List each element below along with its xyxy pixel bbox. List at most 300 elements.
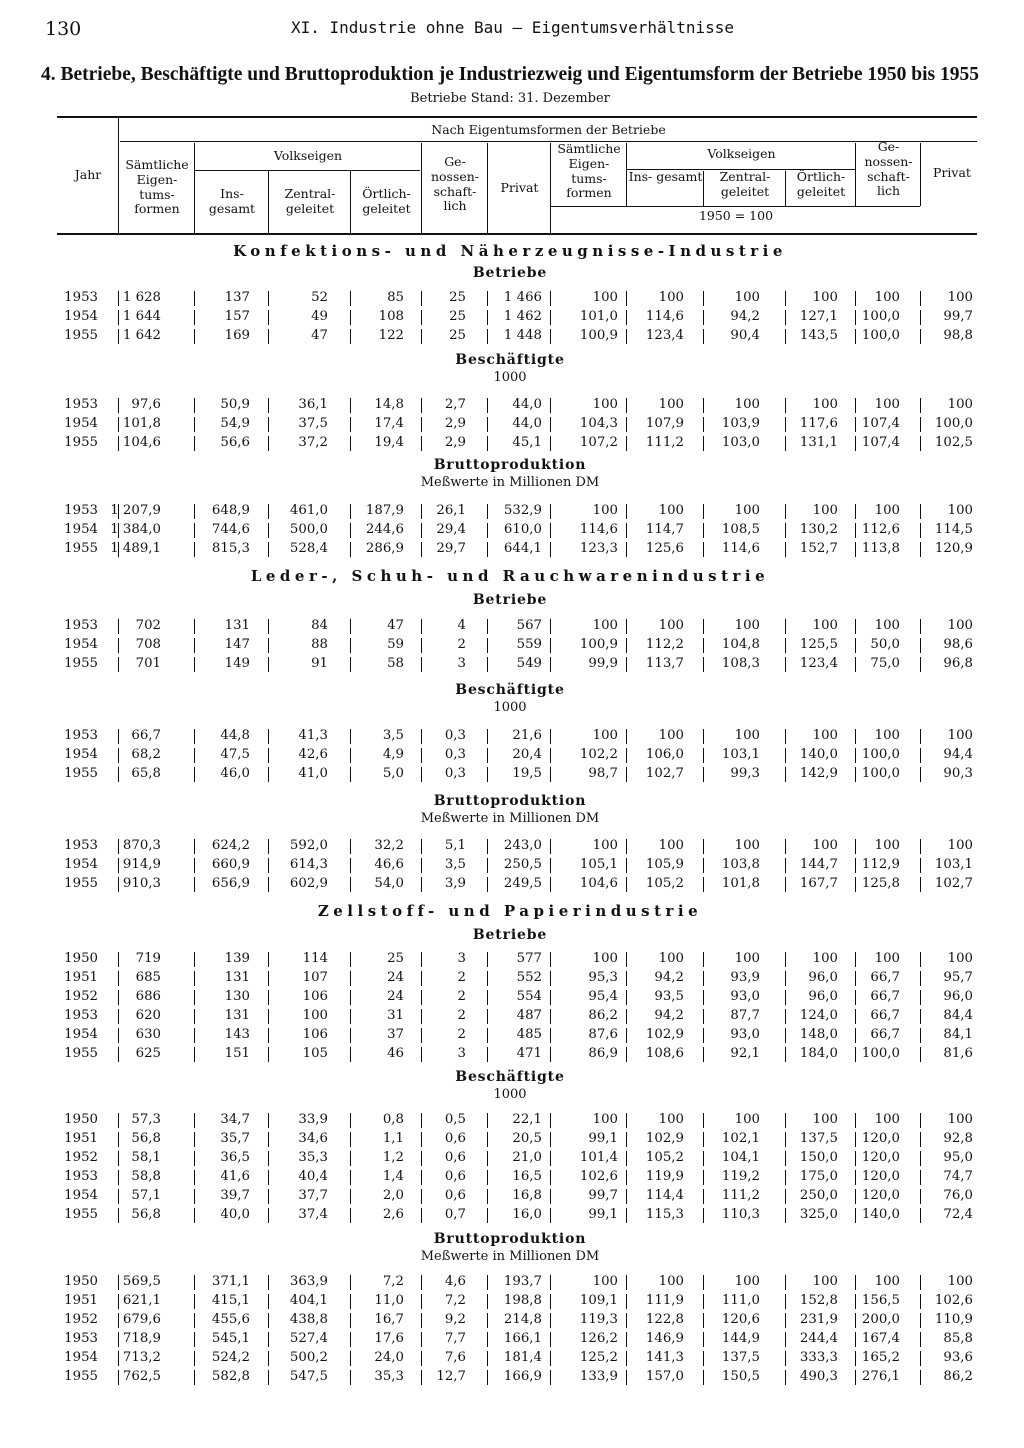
- value-cell: 198,8: [503, 1293, 542, 1308]
- value-cell: 167,4: [861, 1331, 900, 1346]
- value-cell: 137,5: [799, 1131, 838, 1146]
- value-cell: 624,2: [211, 838, 250, 853]
- value-cell: 16,5: [512, 1169, 542, 1184]
- value-cell: 84,1: [943, 1027, 973, 1042]
- value-cell: 114,5: [934, 522, 973, 537]
- value-cell: 112,9: [861, 857, 900, 872]
- value-cell: 3: [457, 1046, 466, 1061]
- table-row: [0, 876, 1024, 894]
- col-zentral: Zentral- geleitet: [284, 186, 336, 216]
- value-cell: 140,0: [799, 747, 838, 762]
- value-cell: 102,7: [934, 876, 973, 891]
- value-cell: 701: [135, 656, 161, 671]
- value-cell: 100: [947, 1274, 973, 1289]
- value-cell: 167,7: [799, 876, 838, 891]
- value-cell: 2: [457, 970, 466, 985]
- value-cell: 100: [874, 290, 900, 305]
- year-cell: 1952: [64, 1150, 98, 1165]
- table-row: [0, 503, 1024, 521]
- page-header: [45, 18, 980, 42]
- value-cell: 100: [658, 838, 684, 853]
- table-row: [0, 656, 1024, 674]
- value-cell: 76,0: [943, 1188, 973, 1203]
- value-cell: 31: [387, 1008, 404, 1023]
- value-cell: 66,7: [870, 1008, 900, 1023]
- value-cell: 120,9: [934, 541, 973, 556]
- value-cell: 119,9: [645, 1169, 684, 1184]
- value-cell: 35,7: [220, 1131, 250, 1146]
- year-cell: 1954: [64, 637, 98, 652]
- value-cell: 679,6: [122, 1312, 161, 1327]
- value-cell: 7,6: [444, 1350, 466, 1365]
- value-cell: 123,3: [579, 541, 618, 556]
- value-cell: 94,4: [943, 747, 973, 762]
- value-cell: 5,0: [382, 766, 404, 781]
- year-cell: 1953: [64, 1331, 98, 1346]
- year-cell: 1955: [64, 1207, 98, 1222]
- value-cell: 100: [734, 397, 760, 412]
- value-cell: 100: [812, 838, 838, 853]
- value-cell: 66,7: [870, 1027, 900, 1042]
- value-cell: 3: [457, 656, 466, 671]
- value-cell: 97,6: [131, 397, 161, 412]
- value-cell: 105,9: [645, 857, 684, 872]
- col-oertlich: Örtlich- geleitet: [362, 186, 411, 216]
- value-cell: 7,2: [444, 1293, 466, 1308]
- year-cell: 1954: [64, 747, 98, 762]
- value-cell: 744,6: [211, 522, 250, 537]
- value-cell: 95,7: [943, 970, 973, 985]
- year-cell: 1955: [64, 1369, 98, 1384]
- value-cell: 100: [874, 1274, 900, 1289]
- value-cell: 3: [457, 951, 466, 966]
- value-cell: 157: [224, 309, 250, 324]
- year-cell: 1953: [64, 1169, 98, 1184]
- value-cell: 37,5: [298, 416, 328, 431]
- value-cell: 148,0: [799, 1027, 838, 1042]
- value-cell: 718,9: [122, 1331, 161, 1346]
- value-cell: 66,7: [870, 970, 900, 985]
- value-cell: 625: [135, 1046, 161, 1061]
- value-cell: 1 642: [122, 328, 161, 343]
- value-cell: 500,0: [289, 522, 328, 537]
- col-jahr: Jahr: [74, 167, 102, 182]
- value-cell: 719: [135, 951, 161, 966]
- value-cell: 45,1: [512, 435, 542, 450]
- value-cell: 131: [224, 618, 250, 633]
- value-cell: 37,7: [298, 1188, 328, 1203]
- col-insgesamt: Ins- gesamt: [208, 186, 256, 216]
- block-label: Betriebe: [472, 265, 548, 281]
- year-cell: 1953: [64, 397, 98, 412]
- year-cell: 1953: [64, 728, 98, 743]
- value-cell: 90,3: [943, 766, 973, 781]
- value-cell: 92,8: [943, 1131, 973, 1146]
- value-cell: 100: [947, 728, 973, 743]
- value-cell: 592,0: [289, 838, 328, 853]
- value-cell: 100: [734, 503, 760, 518]
- value-cell: 103,9: [721, 416, 760, 431]
- value-cell: 214,8: [503, 1312, 542, 1327]
- value-cell: 87,6: [588, 1027, 618, 1042]
- value-cell: 87,7: [730, 1008, 760, 1023]
- value-cell: 41,0: [298, 766, 328, 781]
- value-cell: 100: [658, 1274, 684, 1289]
- value-cell: 602,9: [289, 876, 328, 891]
- value-cell: 181,4: [503, 1350, 542, 1365]
- value-cell: 58,1: [131, 1150, 161, 1165]
- value-cell: 104,3: [579, 416, 618, 431]
- value-cell: 12,7: [436, 1369, 466, 1384]
- table-row: [0, 309, 1024, 327]
- value-cell: 29,4: [436, 522, 466, 537]
- value-cell: 46,6: [374, 857, 404, 872]
- value-cell: 21,0: [512, 1150, 542, 1165]
- table-row: [0, 522, 1024, 540]
- table-row: [0, 541, 1024, 559]
- value-cell: 554: [516, 989, 542, 1004]
- value-cell: 114,6: [721, 541, 760, 556]
- value-cell: 94,2: [654, 1008, 684, 1023]
- vrule-jahr: [118, 118, 119, 233]
- value-cell: 870,3: [122, 838, 161, 853]
- value-cell: 100,0: [934, 416, 973, 431]
- value-cell: 68,2: [131, 747, 161, 762]
- value-cell: 105: [302, 1046, 328, 1061]
- value-cell: 139: [224, 951, 250, 966]
- value-cell: 0,6: [444, 1131, 466, 1146]
- value-cell: 102,1: [721, 1131, 760, 1146]
- value-cell: 99,9: [588, 656, 618, 671]
- table-row: [0, 1027, 1024, 1045]
- col-saemtliche-index: Sämtliche Eigen- tums- formen: [557, 141, 621, 201]
- value-cell: 144,7: [799, 857, 838, 872]
- value-cell: 46,0: [220, 766, 250, 781]
- value-cell: 106,0: [645, 747, 684, 762]
- value-cell: 1 448: [503, 328, 542, 343]
- value-cell: 150,5: [721, 1369, 760, 1384]
- value-cell: 47: [387, 618, 404, 633]
- value-cell: 95,0: [943, 1150, 973, 1165]
- value-cell: 1,2: [382, 1150, 404, 1165]
- value-cell: 85: [387, 290, 404, 305]
- value-cell: 56,8: [131, 1131, 161, 1146]
- value-cell: 100: [592, 838, 618, 853]
- col-oertlich-index: Örtlich- geleitet: [796, 169, 846, 199]
- vrule: [487, 143, 488, 233]
- value-cell: 86,2: [943, 1369, 973, 1384]
- value-cell: 762,5: [122, 1369, 161, 1384]
- value-cell: 614,3: [289, 857, 328, 872]
- value-cell: 100: [812, 1274, 838, 1289]
- vrule: [550, 143, 551, 233]
- value-cell: 47,5: [220, 747, 250, 762]
- value-cell: 100: [734, 1112, 760, 1127]
- value-cell: 93,6: [943, 1350, 973, 1365]
- value-cell: 93,0: [730, 989, 760, 1004]
- value-cell: 2,6: [382, 1207, 404, 1222]
- value-cell: 86,9: [588, 1046, 618, 1061]
- value-cell: 815,3: [211, 541, 250, 556]
- value-cell: 107,2: [579, 435, 618, 450]
- value-cell: 187,9: [365, 503, 404, 518]
- value-cell: 130: [224, 989, 250, 1004]
- value-cell: 100: [658, 503, 684, 518]
- value-cell: 16,7: [374, 1312, 404, 1327]
- year-cell: 1952: [64, 1312, 98, 1327]
- value-cell: 111,9: [645, 1293, 684, 1308]
- col-group-eigentumsformen: Nach Eigentumsformen der Betriebe: [431, 122, 666, 137]
- value-cell: 105,2: [645, 1150, 684, 1165]
- vrule: [350, 171, 351, 233]
- value-cell: 29,7: [436, 541, 466, 556]
- value-cell: 108,6: [645, 1046, 684, 1061]
- value-cell: 86,2: [588, 1008, 618, 1023]
- table-row: [0, 1274, 1024, 1292]
- value-cell: 143: [224, 1027, 250, 1042]
- value-cell: 125,8: [861, 876, 900, 891]
- value-cell: 16,0: [512, 1207, 542, 1222]
- value-cell: 656,9: [211, 876, 250, 891]
- value-cell: 125,6: [645, 541, 684, 556]
- value-cell: 276,1: [861, 1369, 900, 1384]
- value-cell: 244,4: [799, 1331, 838, 1346]
- value-cell: 122,8: [645, 1312, 684, 1327]
- value-cell: 114,4: [645, 1188, 684, 1203]
- value-cell: 131: [224, 1008, 250, 1023]
- value-cell: 22,1: [512, 1112, 542, 1127]
- value-cell: 100: [734, 1274, 760, 1289]
- value-cell: 93,5: [654, 989, 684, 1004]
- value-cell: 0,8: [382, 1112, 404, 1127]
- value-cell: 113,8: [861, 541, 900, 556]
- value-cell: 123,4: [799, 656, 838, 671]
- value-cell: 25: [449, 309, 466, 324]
- value-cell: 708: [135, 637, 161, 652]
- value-cell: 1 462: [503, 309, 542, 324]
- value-cell: 52: [311, 290, 328, 305]
- value-cell: 685: [135, 970, 161, 985]
- value-cell: 100: [812, 503, 838, 518]
- value-cell: 249,5: [503, 876, 542, 891]
- value-cell: 58,8: [131, 1169, 161, 1184]
- table-row: [0, 1293, 1024, 1311]
- table-row: [0, 1331, 1024, 1349]
- value-cell: 127,1: [799, 309, 838, 324]
- value-cell: 19,4: [374, 435, 404, 450]
- value-cell: 91: [311, 656, 328, 671]
- value-cell: 102,6: [579, 1169, 618, 1184]
- value-cell: 105,1: [579, 857, 618, 872]
- value-cell: 106: [302, 1027, 328, 1042]
- table-row: [0, 1369, 1024, 1387]
- value-cell: 120,0: [861, 1169, 900, 1184]
- value-cell: 96,0: [943, 989, 973, 1004]
- value-cell: 144,9: [721, 1331, 760, 1346]
- value-cell: 74,7: [943, 1169, 973, 1184]
- value-cell: 39,7: [220, 1188, 250, 1203]
- value-cell: 169: [224, 328, 250, 343]
- value-cell: 131: [224, 970, 250, 985]
- year-cell: 1950: [64, 1112, 98, 1127]
- vrule: [920, 143, 921, 206]
- value-cell: 56,8: [131, 1207, 161, 1222]
- value-cell: 24: [387, 970, 404, 985]
- value-cell: 333,3: [799, 1350, 838, 1365]
- value-cell: 54,9: [220, 416, 250, 431]
- year-cell: 1951: [64, 1131, 98, 1146]
- value-cell: 19,5: [512, 766, 542, 781]
- value-cell: 36,5: [220, 1150, 250, 1165]
- value-cell: 95,4: [588, 989, 618, 1004]
- year-cell: 1954: [64, 1188, 98, 1203]
- value-cell: 151: [224, 1046, 250, 1061]
- value-cell: 99,3: [730, 766, 760, 781]
- index-base-label: 1950 = 100: [698, 208, 774, 223]
- year-cell: 1955: [64, 766, 98, 781]
- value-cell: 100: [874, 951, 900, 966]
- value-cell: 104,6: [122, 435, 161, 450]
- table-row: [0, 1046, 1024, 1064]
- col-saemtliche: Sämtliche Eigen- tums- formen: [125, 157, 189, 217]
- value-cell: 33,9: [298, 1112, 328, 1127]
- value-cell: 32,2: [374, 838, 404, 853]
- value-cell: 131,1: [799, 435, 838, 450]
- value-cell: 36,1: [298, 397, 328, 412]
- block-unit: Meßwerte in Millionen DM: [420, 475, 600, 490]
- value-cell: 100: [302, 1008, 328, 1023]
- value-cell: 94,2: [654, 970, 684, 985]
- value-cell: 34,7: [220, 1112, 250, 1127]
- vrule: [421, 143, 422, 233]
- value-cell: 98,8: [943, 328, 973, 343]
- table-row: [0, 637, 1024, 655]
- value-cell: 98,7: [588, 766, 618, 781]
- block-unit: 1000: [493, 700, 527, 715]
- block-label: Beschäftigte: [455, 352, 565, 368]
- value-cell: 0,5: [444, 1112, 466, 1127]
- value-cell: 1 628: [122, 290, 161, 305]
- value-cell: 0,6: [444, 1169, 466, 1184]
- col-genossenschaftlich: Ge- nossen- schaft- lich: [430, 154, 480, 214]
- value-cell: 20,5: [512, 1131, 542, 1146]
- rule-bottom: [57, 233, 977, 235]
- value-cell: 100: [592, 1274, 618, 1289]
- value-cell: 84,4: [943, 1008, 973, 1023]
- table-row: [0, 1150, 1024, 1168]
- section-title: Zellstoff- und Papierindustrie: [317, 902, 703, 920]
- year-cell: 1955: [64, 1046, 98, 1061]
- value-cell: 113,7: [645, 656, 684, 671]
- block-unit: Meßwerte in Millionen DM: [420, 1249, 600, 1264]
- value-cell: 102,9: [645, 1027, 684, 1042]
- table-row: [0, 328, 1024, 346]
- year-cell: 1950: [64, 1274, 98, 1289]
- value-cell: 111,0: [721, 1293, 760, 1308]
- value-cell: 100: [592, 503, 618, 518]
- value-cell: 0,6: [444, 1188, 466, 1203]
- value-cell: 95,3: [588, 970, 618, 985]
- value-cell: 2,0: [382, 1188, 404, 1203]
- value-cell: 102,9: [645, 1131, 684, 1146]
- table-title: 4. Betriebe, Beschäftigte und Bruttoproduktion je Industriezweig und Eigentumsform der Betriebe 1950 bis 1955: [41, 64, 979, 85]
- value-cell: 100,9: [579, 637, 618, 652]
- value-cell: 100: [947, 503, 973, 518]
- value-cell: 660,9: [211, 857, 250, 872]
- col-genossenschaftlich-index: Ge- nossen- schaft- lich: [864, 139, 913, 199]
- value-cell: 21,6: [512, 728, 542, 743]
- value-cell: 149: [224, 656, 250, 671]
- value-cell: 100: [947, 290, 973, 305]
- value-cell: 100: [592, 290, 618, 305]
- value-cell: 124,0: [799, 1008, 838, 1023]
- value-cell: 100: [734, 728, 760, 743]
- col-volkseigen: Volkseigen: [273, 148, 343, 163]
- table-row: [0, 1312, 1024, 1330]
- value-cell: 152,8: [799, 1293, 838, 1308]
- value-cell: 57,1: [131, 1188, 161, 1203]
- value-cell: 105,2: [645, 876, 684, 891]
- value-cell: 42,6: [298, 747, 328, 762]
- value-cell: 0,7: [444, 1207, 466, 1222]
- value-cell: 500,2: [289, 1350, 328, 1365]
- table-row: [0, 1131, 1024, 1149]
- value-cell: 100: [592, 728, 618, 743]
- year-cell: 1954: [64, 416, 98, 431]
- value-cell: 100,0: [861, 766, 900, 781]
- value-cell: 100: [592, 397, 618, 412]
- value-cell: 93,0: [730, 1027, 760, 1042]
- value-cell: 100: [874, 397, 900, 412]
- value-cell: 122: [378, 328, 404, 343]
- value-cell: 133,9: [579, 1369, 618, 1384]
- value-cell: 104,1: [721, 1150, 760, 1165]
- table-row: [0, 838, 1024, 856]
- value-cell: 96,0: [808, 989, 838, 1004]
- value-cell: 49: [311, 309, 328, 324]
- value-cell: 610,0: [503, 522, 542, 537]
- section-title: Leder-, Schuh- und Rauchwarenindustrie: [250, 567, 770, 585]
- value-cell: 438,8: [289, 1312, 328, 1327]
- value-cell: 88: [311, 637, 328, 652]
- value-cell: 567: [516, 618, 542, 633]
- value-cell: 44,0: [512, 397, 542, 412]
- col-insgesamt-index: Ins- gesamt: [628, 169, 703, 184]
- value-cell: 702: [135, 618, 161, 633]
- value-cell: 101,8: [721, 876, 760, 891]
- col-privat-index: Privat: [933, 165, 971, 180]
- value-cell: 56,6: [220, 435, 250, 450]
- value-cell: 3,5: [444, 857, 466, 872]
- value-cell: 157,0: [645, 1369, 684, 1384]
- table-row: [0, 397, 1024, 415]
- value-cell: 35,3: [374, 1369, 404, 1384]
- value-cell: 100: [812, 397, 838, 412]
- value-cell: 2: [457, 637, 466, 652]
- value-cell: 114,7: [645, 522, 684, 537]
- value-cell: 126,2: [579, 1331, 618, 1346]
- year-cell: 1954: [64, 1027, 98, 1042]
- value-cell: 98,6: [943, 637, 973, 652]
- block-unit: Meßwerte in Millionen DM: [420, 811, 600, 826]
- table-row: [0, 951, 1024, 969]
- value-cell: 2,7: [444, 397, 466, 412]
- value-cell: 119,3: [579, 1312, 618, 1327]
- vrule: [194, 143, 195, 233]
- value-cell: 59: [387, 637, 404, 652]
- value-cell: 66,7: [131, 728, 161, 743]
- value-cell: 108,3: [721, 656, 760, 671]
